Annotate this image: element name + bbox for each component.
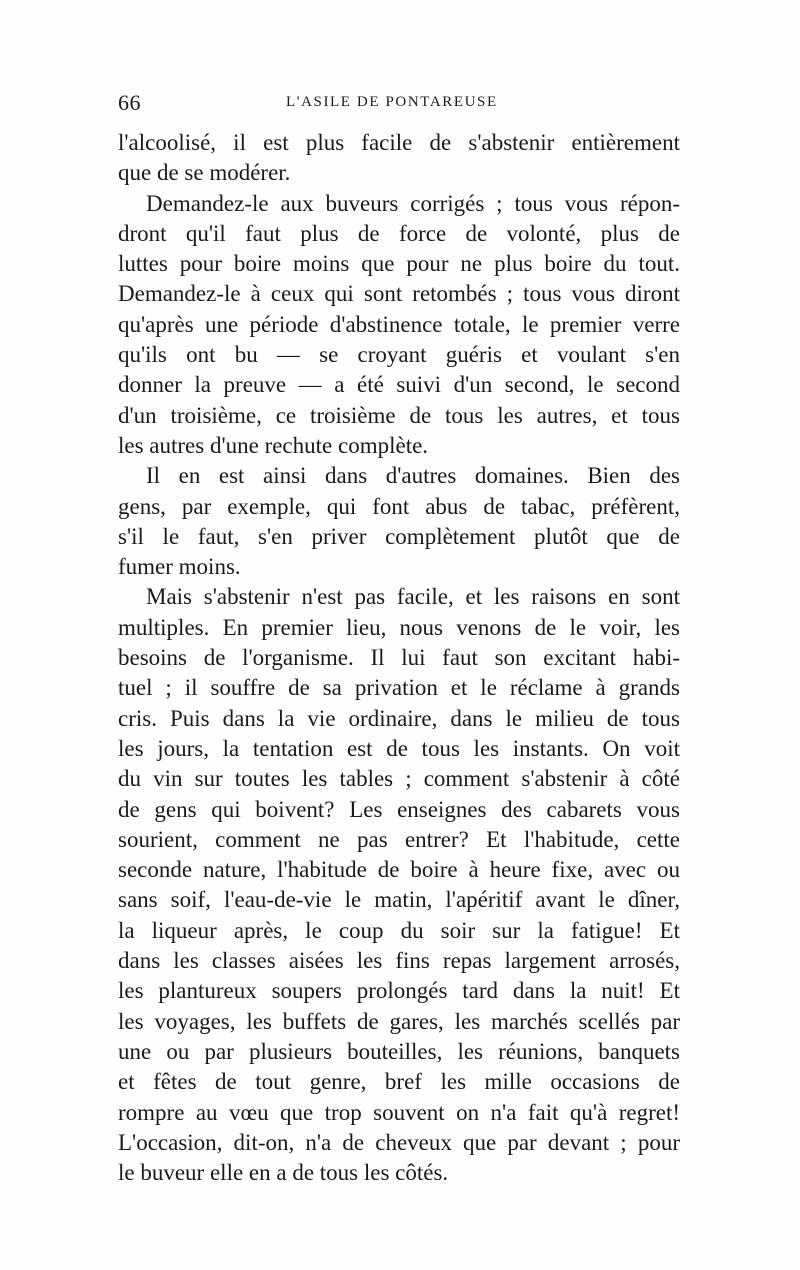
text-line: qu'ils ont bu — se croyant guéris et voulant s'en bbox=[118, 342, 680, 368]
text-line: rompre au vœu que trop souvent on n'a fait qu'à regret! bbox=[118, 1099, 680, 1125]
text-line: d'un troisième, ce troisième de tous les autres, et tous bbox=[118, 402, 680, 428]
text-line: et fêtes de tout genre, bref les mille occasions de bbox=[118, 1069, 680, 1095]
text-line: le buveur elle en a de tous les côtés. bbox=[118, 1160, 449, 1186]
text-line: les autres d'une rechute complète. bbox=[118, 432, 429, 458]
text-line: dans les classes aisées les fins repas largement arrosés, bbox=[118, 948, 680, 974]
text-line: gens, par exemple, qui font abus de tabac, préfèrent, bbox=[118, 493, 680, 519]
text-line: Demandez-le à ceux qui sont retombés ; tous vous diront bbox=[118, 281, 680, 307]
text-line: les voyages, les buffets de gares, les marchés scellés par bbox=[118, 1008, 680, 1034]
page-number: 66 bbox=[118, 90, 141, 115]
text-line: dront qu'il faut plus de force de volonté, plus de bbox=[118, 220, 680, 246]
text-line: les plantureux soupers prolongés tard dans la nuit! Et bbox=[118, 978, 680, 1004]
text-line: que de se modérer. bbox=[118, 160, 291, 186]
text-line: L'occasion, dit-on, n'a de cheveux que par devant ; pour bbox=[118, 1129, 680, 1155]
body-text bbox=[118, 128, 680, 1188]
text-line: multiples. En premier lieu, nous venons de le voir, les bbox=[118, 614, 680, 640]
text-line: donner la preuve — a été suivi d'un second, le second bbox=[118, 372, 680, 398]
text-line: tuel ; il souffre de sa privation et le réclame à grands bbox=[118, 675, 680, 701]
text-line: s'il le faut, s'en priver complètement plutôt que de bbox=[118, 523, 680, 549]
text-line: sourient, comment ne pas entrer? Et l'habitude, cette bbox=[118, 826, 680, 852]
text-line: de gens qui boivent? Les enseignes des cabarets vous bbox=[118, 796, 680, 822]
text-line: du vin sur toutes les tables ; comment s'abstenir à côté bbox=[118, 766, 680, 792]
text-line: besoins de l'organisme. Il lui faut son excitant habi- bbox=[118, 645, 680, 671]
text-line: Demandez-le aux buveurs corrigés ; tous vous répon- bbox=[146, 190, 680, 216]
running-title: L'ASILE DE PONTAREUSE bbox=[286, 94, 498, 110]
text-line: seconde nature, l'habitude de boire à heure fixe, avec ou bbox=[118, 857, 680, 883]
text-line: sans soif, l'eau-de-vie le matin, l'apéritif avant le dîner, bbox=[118, 887, 680, 913]
text-line: une ou par plusieurs bouteilles, les réunions, banquets bbox=[118, 1038, 680, 1064]
text-line: les jours, la tentation est de tous les instants. On voit bbox=[118, 735, 680, 761]
running-head bbox=[118, 90, 680, 120]
text-line: Mais s'abstenir n'est pas facile, et les raisons en sont bbox=[146, 584, 680, 610]
text-line: qu'après une période d'abstinence totale, le premier verre bbox=[118, 311, 680, 337]
text-line: cris. Puis dans la vie ordinaire, dans le milieu de tous bbox=[118, 705, 680, 731]
text-line: l'alcoolisé, il est plus facile de s'abstenir entièrement bbox=[118, 130, 680, 155]
text-line: la liqueur après, le coup du soir sur la fatigue! Et bbox=[118, 917, 680, 943]
text-line: fumer moins. bbox=[118, 554, 241, 580]
text-line: Il en est ainsi dans d'autres domaines. Bien des bbox=[146, 463, 680, 489]
text-line: luttes pour boire moins que pour ne plus boire du tout. bbox=[118, 251, 680, 277]
